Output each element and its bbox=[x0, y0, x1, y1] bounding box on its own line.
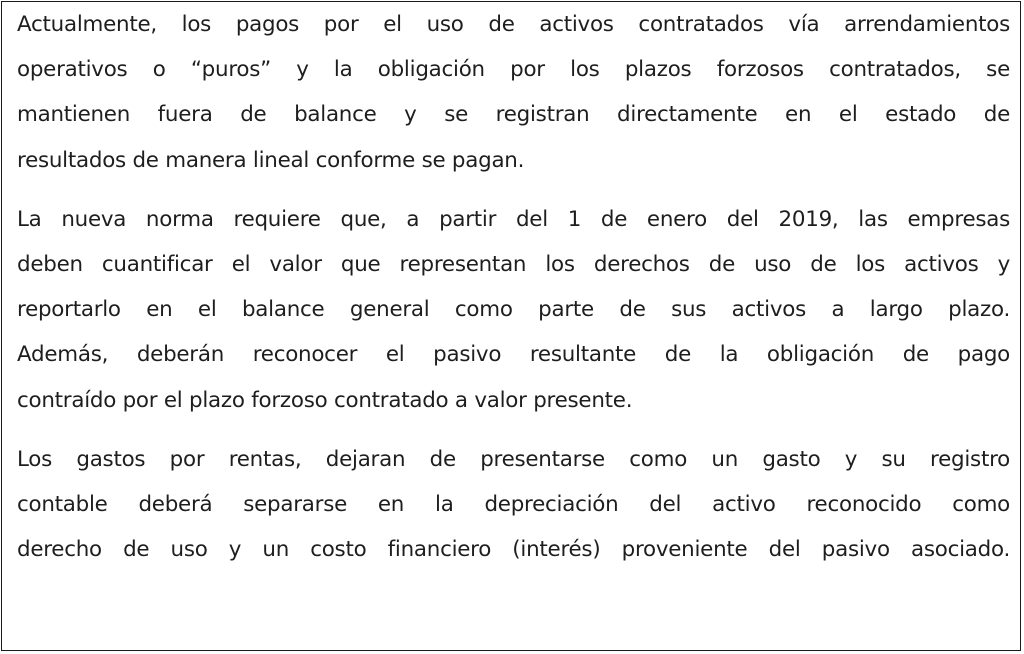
paragraph-line: Además, deberán reconocer el pasivo resultante de la obligación de pago bbox=[17, 342, 1010, 368]
text-content bbox=[17, 2, 1010, 572]
paragraph-new-standard bbox=[17, 197, 1010, 423]
paragraph-line: reportarlo en el balance general como parte de sus activos a largo plazo. bbox=[17, 297, 1010, 323]
paragraph-line: Los gastos por rentas, dejaran de presentarse como un gasto y su registro bbox=[17, 446, 1010, 472]
paragraph-operating-leases bbox=[17, 2, 1010, 183]
paragraph-line: resultados de manera lineal conforme se pagan. bbox=[17, 147, 525, 173]
paragraph-line: contraído por el plazo forzoso contratado a valor presente. bbox=[17, 387, 633, 413]
text-box bbox=[1, 1, 1021, 651]
paragraph-line: derecho de uso y un costo financiero (interés) proveniente del pasivo asociado. bbox=[17, 537, 1010, 563]
paragraph-line: operativos o “puros” y la obligación por los plazos forzosos contratados, se bbox=[17, 57, 1010, 83]
paragraph-line: Actualmente, los pagos por el uso de activos contratados vía arrendamientos bbox=[17, 12, 1010, 37]
paragraph-rent-expenses bbox=[17, 437, 1010, 573]
paragraph-line: deben cuantificar el valor que representan los derechos de uso de los activos y bbox=[17, 252, 1010, 278]
paragraph-line: La nueva norma requiere que, a partir del 1 de enero del 2019, las empresas bbox=[17, 206, 1010, 232]
paragraph-line: mantienen fuera de balance y se registran directamente en el estado de bbox=[17, 102, 1010, 128]
paragraph-line: contable deberá separarse en la depreciación del activo reconocido como bbox=[17, 492, 1010, 518]
